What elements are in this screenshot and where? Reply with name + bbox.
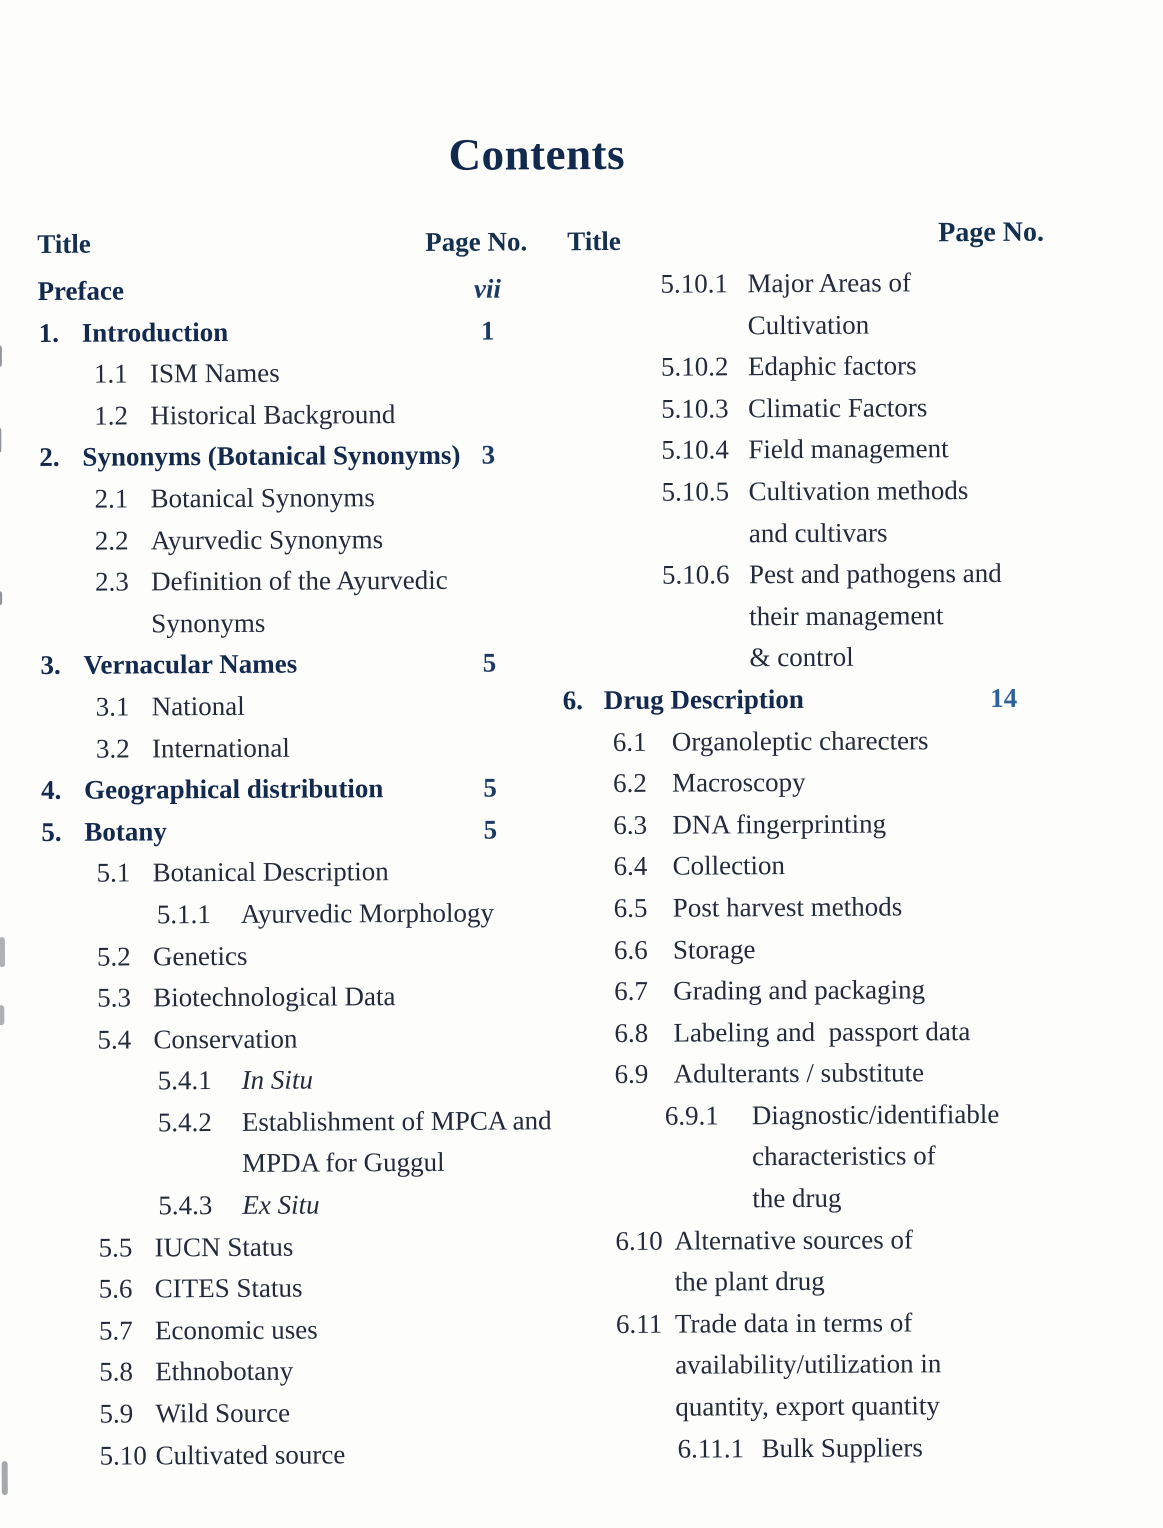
toc-entry: [38, 351, 578, 395]
toc-entry: [39, 642, 579, 686]
entry-line: Organoleptic charecters: [671, 724, 929, 757]
toc-entry: [43, 1308, 583, 1352]
entry-title: [748, 344, 1161, 388]
entry-number: 5.7: [98, 1315, 133, 1346]
entry-line: Grading and packaging: [673, 974, 926, 1006]
entry-title: [155, 1350, 583, 1394]
entry-number: 2.2: [94, 525, 129, 556]
entry-title: [153, 934, 581, 978]
entry-line: CITES Status: [154, 1272, 303, 1304]
entry-line: Major Areas of: [747, 267, 912, 299]
toc-entry: [44, 1433, 584, 1477]
entry-number: 5.10.3: [661, 393, 729, 424]
entry-line: Labeling and passport data: [673, 1015, 971, 1048]
entry-line: Trade data in terms of: [674, 1307, 913, 1339]
entry-page-number: 5: [483, 772, 497, 803]
entry-number: 5.4.3: [158, 1190, 213, 1221]
entry-line: Cultivation: [747, 309, 870, 340]
entry-number: 2.1: [94, 483, 129, 514]
toc-entry: [39, 518, 579, 562]
toc-entry: [563, 719, 1163, 764]
entry-line: Biotechnological Data: [153, 981, 396, 1013]
entry-line: Preface: [37, 275, 125, 306]
entry-line: Geographical distribution: [84, 773, 384, 805]
entry-line: availability/utilization in: [675, 1348, 942, 1381]
entry-line: Diagnostic/identifiable: [751, 1098, 1000, 1131]
entry-page-number: 5: [482, 647, 497, 678]
toc-entry: [43, 1266, 583, 1310]
entry-title: [152, 726, 580, 770]
entry-number: 6.3: [613, 809, 648, 840]
entry-title: [155, 1266, 583, 1310]
entry-number: 5.10.4: [661, 434, 729, 466]
entry-number: 5.10.6: [661, 559, 730, 590]
toc-entry: [43, 1391, 583, 1435]
toc-entry: [560, 261, 1160, 347]
entry-title: [155, 1391, 583, 1435]
entry-page-number: 5: [483, 814, 498, 845]
toc-entry: [565, 1218, 1163, 1304]
right-column-page-header: Page No.: [938, 216, 1045, 249]
entry-line: Climatic Factors: [748, 392, 928, 424]
entry-title: [150, 476, 578, 520]
toc-entry: [563, 760, 1163, 805]
entry-title: [242, 1183, 582, 1226]
entry-title: [761, 1426, 1163, 1470]
entry-number: 5.10.2: [660, 351, 729, 382]
entry-line: Botanical Description: [152, 856, 389, 888]
entry-number: 1.: [38, 317, 60, 348]
entry-title: [672, 802, 1163, 846]
left-column-page-header: Page No.: [425, 226, 528, 257]
entry-number: 5.1.1: [156, 898, 211, 930]
entry-number: 5.4: [97, 1024, 132, 1055]
entry-line: Collection: [672, 850, 786, 881]
entry-number: 5.10: [99, 1440, 147, 1471]
entry-number: 5.10.5: [661, 476, 730, 507]
entry-line: Synonyms (Botanical Synonyms): [82, 440, 461, 473]
entry-line: Botanical Synonyms: [150, 482, 375, 514]
toc-entry: [40, 809, 580, 853]
entry-line: Synonyms: [151, 607, 266, 639]
entry-line: Cultivation methods: [748, 475, 969, 507]
entry-title: [752, 1093, 1163, 1220]
entry-number: 5.9: [99, 1398, 134, 1429]
entry-number: 5.8: [99, 1356, 134, 1388]
entry-number: 5.1: [96, 857, 131, 888]
entry-title: [748, 427, 1161, 471]
toc-entry: [565, 1051, 1163, 1096]
entry-line: Bulk Suppliers: [761, 1431, 923, 1463]
scan-artifact: [0, 591, 2, 605]
entry-line: Establishment of MPCA and: [241, 1105, 552, 1137]
entry-page-number: 1: [480, 315, 495, 346]
toc-entry: [562, 552, 1163, 680]
toc-entry: [565, 1093, 1163, 1221]
toc-entry: [37, 268, 577, 312]
toc-entry: [561, 344, 1161, 389]
entry-number: 5.4.1: [157, 1065, 212, 1096]
toc-entry: [563, 677, 1163, 722]
entry-title: [604, 677, 1163, 722]
entry-number: 3.2: [95, 733, 130, 764]
entry-title: [154, 1225, 582, 1269]
entry-line: their management: [749, 599, 944, 631]
entry-number: 5.4.2: [157, 1106, 212, 1138]
toc-entry: [40, 767, 580, 811]
entry-number: 1.2: [94, 400, 128, 431]
entry-number: 6.1: [612, 726, 647, 757]
entry-title: [152, 684, 580, 728]
entry-line: ISM Names: [149, 357, 280, 389]
entry-number: 1.1: [93, 358, 128, 389]
toc-entry: [38, 435, 578, 479]
entry-number: 5.10.1: [660, 268, 729, 299]
entry-number: 6.9.1: [664, 1100, 719, 1131]
toc-entry: [42, 1100, 582, 1186]
entry-title: [151, 559, 579, 644]
entry-title: [242, 1100, 582, 1185]
entry-number: 6.7: [614, 975, 649, 1007]
entry-title: [675, 1301, 1163, 1428]
entry-line: Post harvest methods: [672, 891, 903, 923]
entry-page-number: 14: [990, 682, 1018, 713]
entry-line: Conservation: [153, 1023, 298, 1055]
toc-entry: [566, 1426, 1163, 1471]
toc-entry: [564, 885, 1163, 930]
entry-line: Alternative sources of: [674, 1224, 913, 1256]
entry-number: 5.: [41, 816, 62, 847]
entry-line: Edaphic factors: [747, 350, 917, 382]
entry-title: [150, 351, 578, 395]
scan-artifact: [0, 345, 2, 367]
entry-line: Introduction: [81, 316, 229, 348]
entry-number: 4.: [41, 774, 62, 806]
toc-entry: [39, 559, 579, 645]
entry-title: [748, 469, 1161, 554]
entry-line: Drug Description: [603, 683, 804, 715]
entry-line: characteristics of: [751, 1140, 936, 1172]
entry-title: [748, 386, 1161, 430]
scan-artifact: [0, 1005, 4, 1025]
entry-title: [155, 1308, 583, 1352]
entry-title: [747, 261, 1160, 346]
entry-number: 2.: [39, 442, 60, 473]
toc-entry: [40, 684, 580, 728]
entry-title: [156, 1433, 584, 1477]
entry-line: International: [151, 732, 290, 763]
toc-entry: [40, 726, 580, 770]
entry-line: IUCN Status: [154, 1231, 294, 1263]
entry-number: 5.2: [96, 940, 131, 972]
entry-line: Botany: [84, 816, 167, 847]
entry-line: Ex Situ: [242, 1189, 320, 1220]
toc-entry: [38, 476, 578, 520]
entry-line: DNA fingerprinting: [672, 808, 887, 840]
toc-entry: [42, 1225, 582, 1269]
entry-title: [153, 975, 581, 1019]
entry-title: [749, 552, 1163, 679]
entry-title: [242, 1058, 582, 1101]
entry-line: Ethnobotany: [155, 1356, 294, 1387]
entry-number: 6.11: [615, 1308, 663, 1339]
entry-number: 6.5: [613, 892, 648, 923]
toc-entry: [563, 843, 1163, 888]
toc-entry: [41, 975, 581, 1019]
entry-title: [672, 760, 1163, 804]
entry-line: Economic uses: [154, 1314, 318, 1346]
entry-line: Wild Source: [155, 1397, 291, 1429]
entry-number: 6.11.1: [677, 1432, 745, 1464]
scan-artifact: [0, 937, 5, 967]
page-title: Contents: [448, 128, 626, 180]
entry-title: [672, 719, 1163, 763]
toc-entry: [564, 927, 1163, 972]
entry-line: Ayurvedic Synonyms: [150, 523, 384, 555]
entry-line: Cultivated source: [155, 1438, 346, 1470]
entry-number: 5.5: [98, 1232, 133, 1263]
toc-entry: [42, 1058, 582, 1102]
toc-entry: [561, 427, 1161, 472]
scan-artifact: [2, 1461, 8, 1495]
entry-number: 6.10: [615, 1225, 663, 1256]
entry-number: 2.3: [94, 566, 129, 597]
entry-line: Genetics: [152, 940, 248, 971]
entry-title: [153, 1017, 581, 1061]
toc-entry: [561, 469, 1161, 555]
toc-entry: [41, 934, 581, 978]
entry-line: Ayurvedic Morphology: [240, 897, 495, 929]
entry-number: 5.6: [98, 1273, 133, 1304]
toc-entry: [566, 1301, 1163, 1429]
toc-entry: [563, 802, 1163, 847]
right-column-title-header: Title: [567, 225, 621, 257]
entry-line: Storage: [672, 933, 756, 965]
entry-page-number: vii: [473, 273, 502, 304]
entry-line: & control: [749, 642, 854, 673]
entry-number: 6.4: [613, 851, 648, 882]
entry-line: and cultivars: [748, 517, 888, 548]
entry-line: MPDA for Guggul: [242, 1147, 445, 1179]
scan-artifact: [0, 427, 1, 453]
entry-title: [674, 1051, 1163, 1095]
entry-title: [151, 518, 579, 562]
entry-title: [673, 1010, 1163, 1054]
toc-column-right: [560, 261, 1163, 1470]
entry-title: [673, 885, 1163, 929]
entry-title: [673, 927, 1163, 971]
entry-title: [150, 393, 578, 437]
entry-line: Definition of the Ayurvedic: [150, 564, 448, 597]
toc-entry: [41, 1017, 581, 1061]
entry-line: National: [151, 690, 245, 722]
left-column-title-header: Title: [37, 228, 91, 259]
entry-title: [672, 843, 1163, 887]
entry-line: the drug: [752, 1182, 842, 1214]
entry-title: [674, 1218, 1163, 1304]
entry-page-number: 3: [481, 439, 496, 471]
entry-title: [673, 968, 1163, 1012]
entry-number: 3.: [40, 650, 61, 681]
entry-line: Macroscopy: [672, 767, 806, 798]
entry-line: Adulterants / substitute: [673, 1057, 925, 1089]
toc-entry: [38, 310, 578, 354]
entry-number: 6.9: [614, 1059, 649, 1090]
entry-number: 3.1: [95, 691, 130, 722]
toc-entry: [564, 968, 1163, 1013]
toc-entry: [41, 892, 581, 936]
entry-line: quantity, export quantity: [675, 1390, 940, 1422]
entry-line: Pest and pathogens and: [748, 558, 1002, 590]
entry-line: Field management: [748, 433, 949, 465]
entry-number: 6.8: [614, 1017, 649, 1048]
entry-number: 6.2: [613, 767, 647, 799]
entry-line: Vernacular Names: [83, 648, 298, 681]
toc-entry: [564, 1010, 1163, 1055]
toc-entry: [42, 1183, 582, 1227]
toc-entry: [43, 1350, 583, 1394]
entry-number: 6.6: [613, 934, 648, 965]
entry-line: the plant drug: [674, 1266, 825, 1297]
entry-title: [152, 850, 580, 894]
toc-entry: [561, 386, 1161, 431]
entry-line: In Situ: [241, 1064, 313, 1096]
toc-entry: [38, 393, 578, 437]
entry-number: 5.3: [97, 982, 132, 1013]
toc-column-left: [37, 268, 583, 1477]
toc-entry: [40, 850, 580, 894]
entry-line: Historical Background: [150, 398, 396, 431]
entry-title: [241, 892, 581, 935]
entry-number: 6.: [562, 685, 583, 716]
